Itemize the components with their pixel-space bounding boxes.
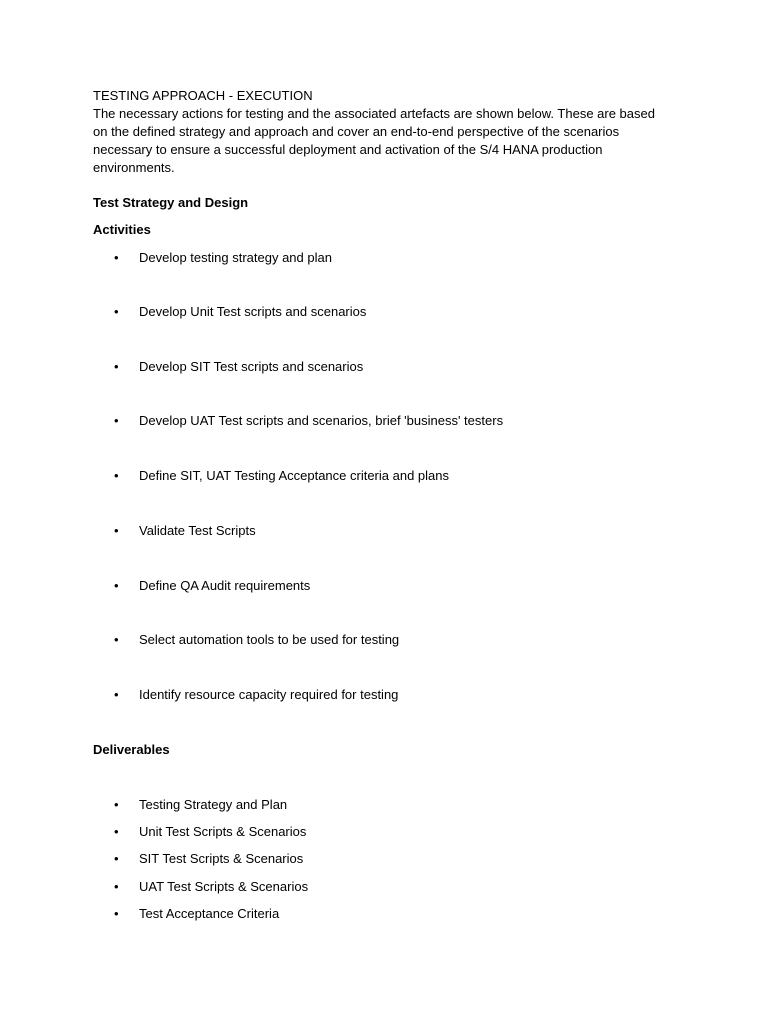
activity-text: Select automation tools to be used for testing	[139, 632, 400, 647]
activity-text: Develop SIT Test scripts and scenarios	[139, 359, 364, 374]
bullet-icon: •	[114, 250, 119, 265]
bullet-icon: •	[114, 468, 119, 483]
bullet-icon: •	[114, 413, 119, 428]
bullet-icon: •	[114, 632, 119, 647]
activity-text: Develop testing strategy and plan	[139, 250, 332, 265]
deliverables-heading: Deliverables	[93, 742, 170, 757]
document-page	[93, 0, 673, 1024]
deliverable-text: UAT Test Scripts & Scenarios	[139, 879, 309, 894]
section-heading: Test Strategy and Design	[93, 195, 249, 210]
deliverable-text: Testing Strategy and Plan	[139, 797, 288, 812]
bullet-icon: •	[114, 304, 119, 319]
document-title: TESTING APPROACH - EXECUTION	[93, 88, 313, 103]
bullet-icon: •	[114, 851, 119, 866]
bullet-icon: •	[114, 824, 119, 839]
bullet-icon: •	[114, 687, 119, 702]
bullet-icon: •	[114, 578, 119, 593]
deliverable-text: SIT Test Scripts & Scenarios	[139, 851, 304, 866]
bullet-icon: •	[114, 906, 119, 921]
activity-text: Develop Unit Test scripts and scenarios	[139, 304, 367, 319]
activity-text: Define SIT, UAT Testing Acceptance criteria and plans	[139, 468, 450, 483]
bullet-icon: •	[114, 523, 119, 538]
intro-paragraph: The necessary actions for testing and the associated artefacts are shown below. These are based on the defined strategy and approach and cover an end-to-end perspective of the scenarios necessary to ensure a successful deployment and activation of the S/4 HANA production environments.	[93, 106, 655, 175]
activity-text: Develop UAT Test scripts and scenarios, brief 'business' testers	[139, 413, 504, 428]
activities-heading: Activities	[93, 222, 151, 237]
bullet-icon: •	[114, 879, 119, 894]
bullet-icon: •	[114, 797, 119, 812]
activity-text: Identify resource capacity required for testing	[139, 687, 399, 702]
deliverable-text: Test Acceptance Criteria	[139, 906, 280, 921]
activity-text: Validate Test Scripts	[139, 523, 256, 538]
activity-text: Define QA Audit requirements	[139, 578, 311, 593]
bullet-icon: •	[114, 359, 119, 374]
deliverable-text: Unit Test Scripts & Scenarios	[139, 824, 307, 839]
